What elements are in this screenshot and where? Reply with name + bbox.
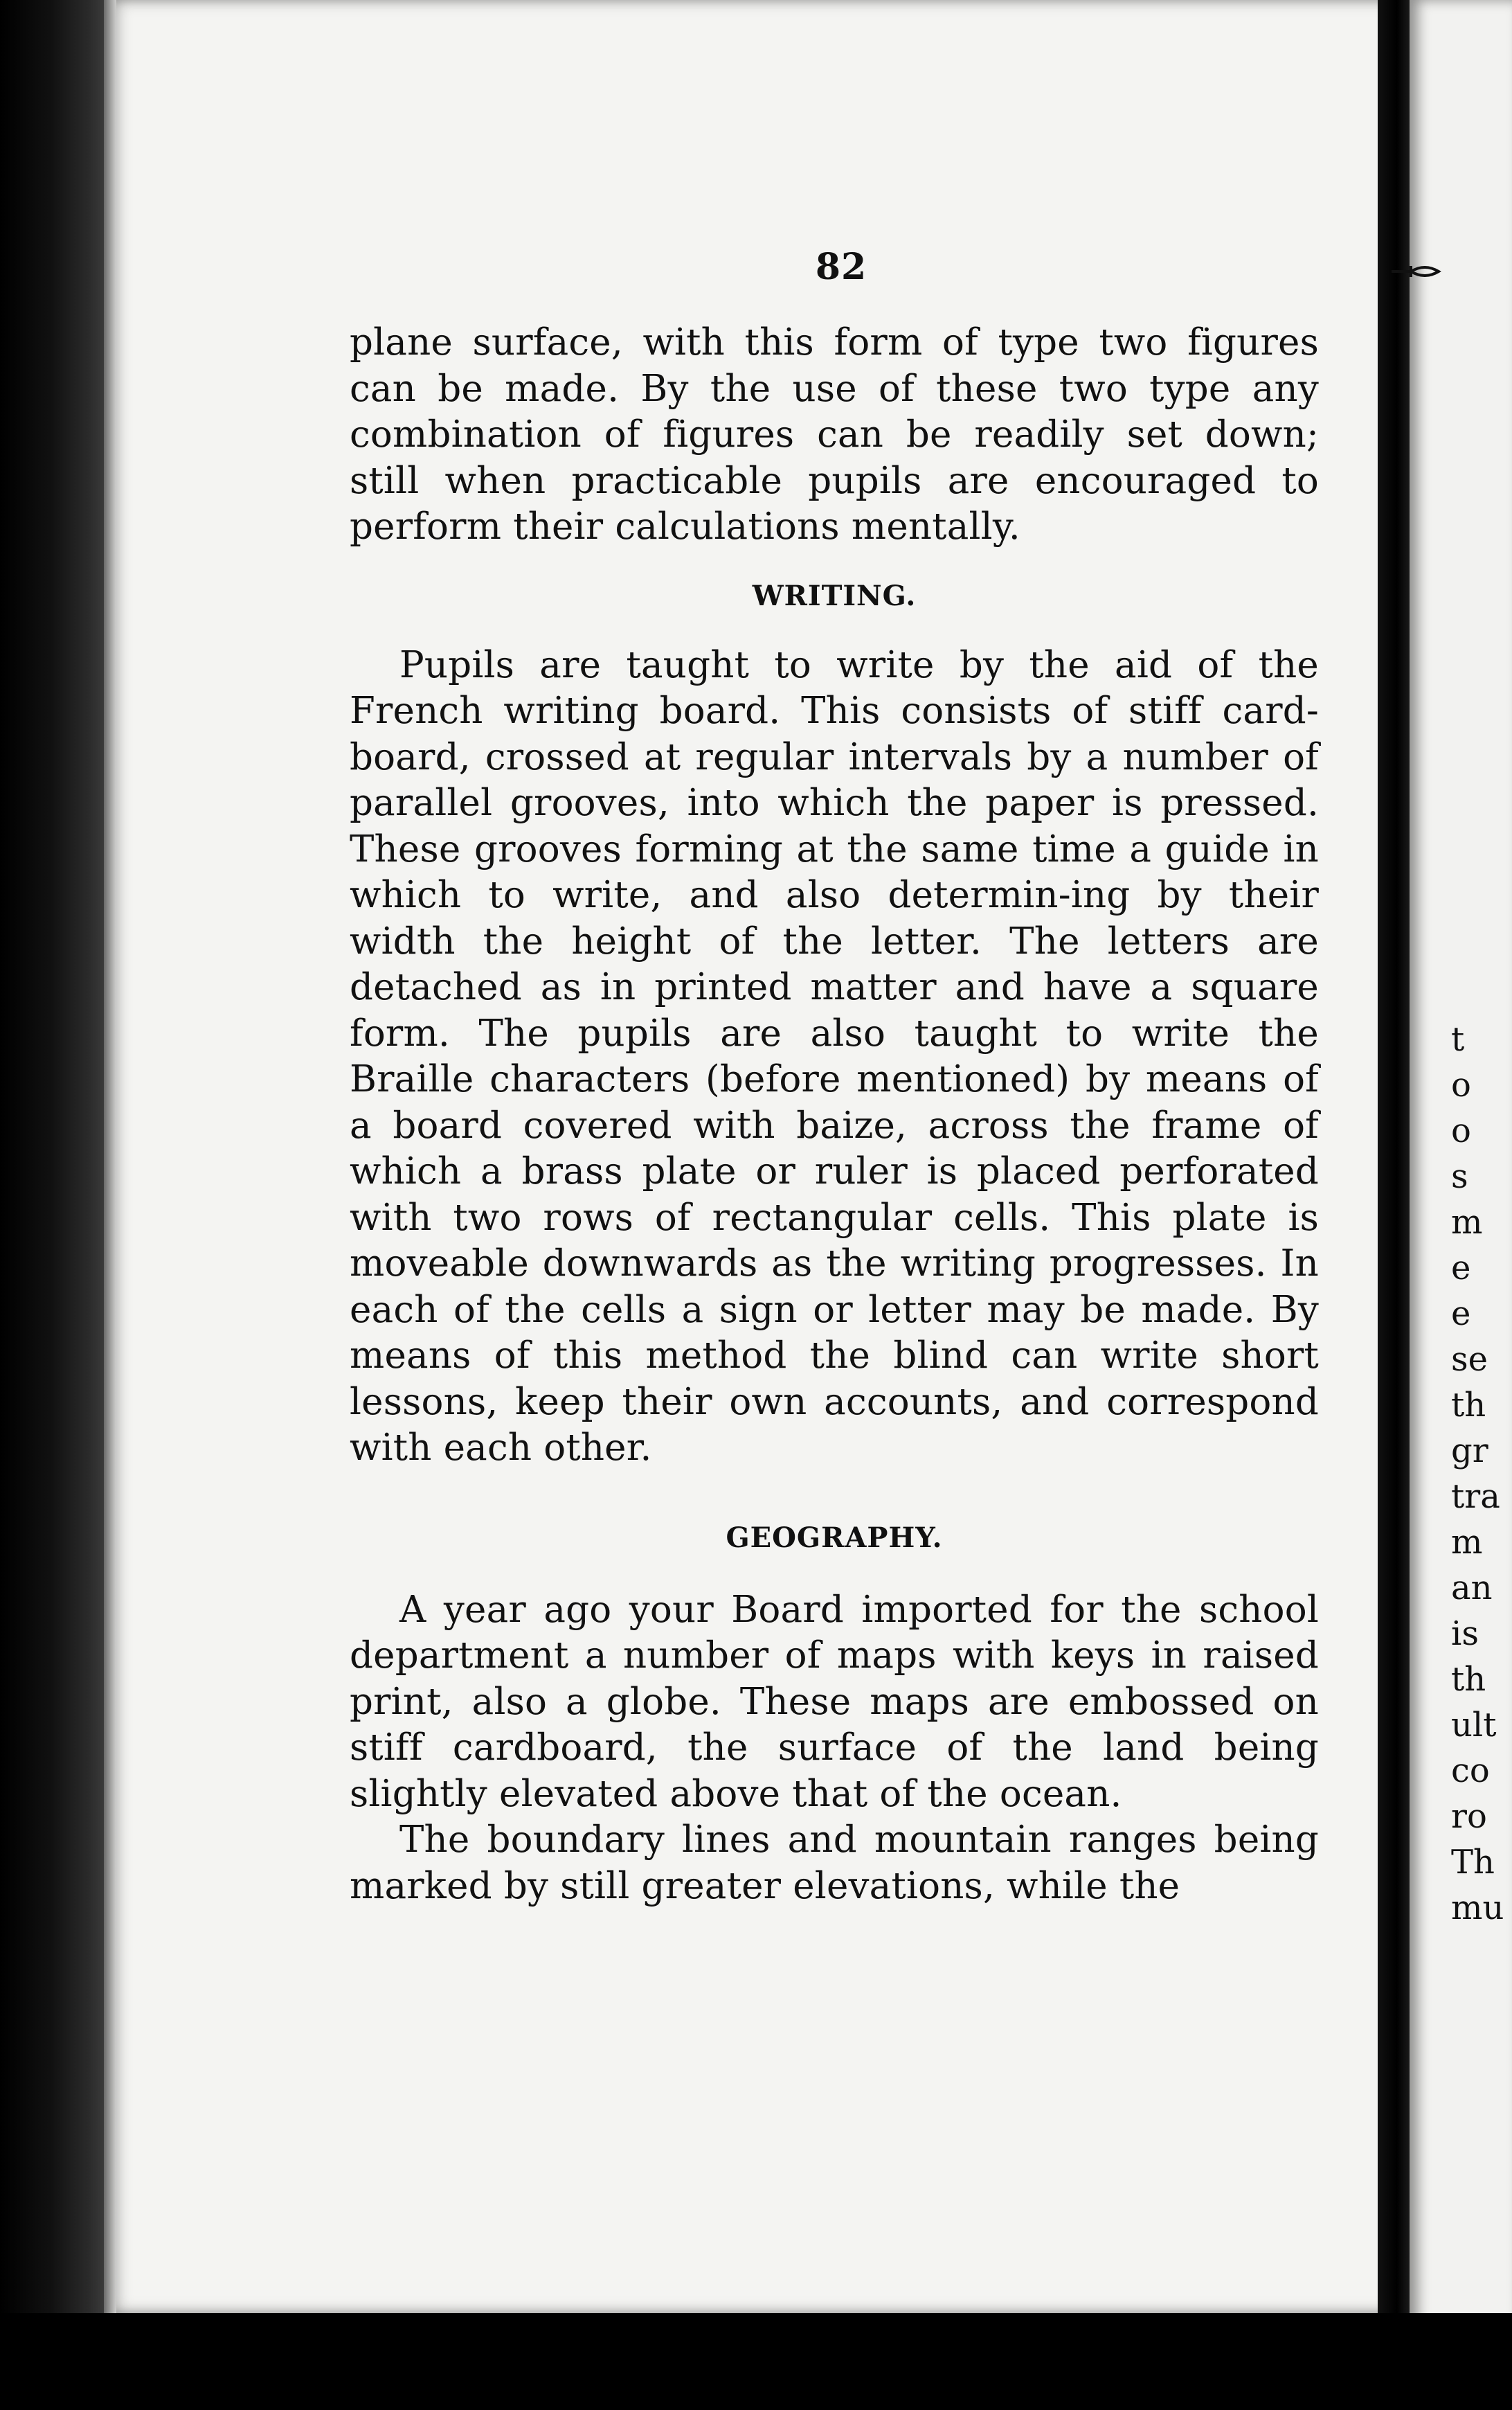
facing-line-fragment: o	[1451, 1112, 1471, 1150]
facing-line-fragment: t	[1451, 1020, 1465, 1059]
facing-line-fragment: th	[1451, 1386, 1486, 1425]
facing-line-fragment: m	[1451, 1523, 1483, 1562]
book-binding	[0, 0, 104, 2410]
geography-paragraph-1: A year ago your Board imported for the school department a number of maps with keys in raised print, also a globe. These maps are embossed on stiff cardboard, the surface of the land being slightly elevated above that of the ocean.	[350, 1588, 1319, 1815]
intro-paragraph: plane surface, with this form of type two figures can be made. By the use of these two type any combination of figures can be readily set down; still when practicable pupils are encouraged to perform their calculations mentally.	[350, 321, 1319, 548]
facing-line-fragment: mu	[1451, 1889, 1504, 1927]
facing-line-fragment: m	[1451, 1203, 1483, 1242]
facing-page-text	[1451, 1017, 1504, 1931]
facing-line-fragment: se	[1451, 1340, 1488, 1379]
geography-paragraph-2: The boundary lines and mountain ranges being marked by still greater elevations, while the	[350, 1819, 1319, 1907]
facing-line-fragment: ro	[1451, 1797, 1487, 1836]
facing-line-fragment: gr	[1451, 1431, 1488, 1470]
facing-line-fragment: Th	[1451, 1843, 1495, 1882]
facing-line-fragment: co	[1451, 1751, 1490, 1790]
facing-line-fragment: o	[1451, 1066, 1471, 1105]
facing-line-fragment: ult	[1451, 1706, 1497, 1744]
facing-line-fragment: th	[1451, 1660, 1486, 1699]
geography-heading: GEOGRAPHY.	[726, 1521, 943, 1554]
writing-heading: WRITING.	[752, 579, 917, 612]
facing-line-fragment: s	[1451, 1157, 1468, 1196]
facing-line-fragment: an	[1451, 1569, 1493, 1607]
page-gutter	[1378, 0, 1410, 2410]
facing-line-fragment: is	[1451, 1614, 1479, 1653]
facing-line-fragment: tra	[1451, 1477, 1500, 1516]
writing-paragraph: Pupils are taught to write by the aid of the French writing board. This consists of stiff card-board, crossed at regular intervals by a number of parallel grooves, into which the paper is pressed. These grooves forming at the same time a guide in which to write, and also determin-ing by their width the height of the letter. The letters are detached as in printed matter and have a square form. The pupils are also taught to write the Braille characters (before mentioned) by means of a board covered with baize, across the frame of which a brass plate or ruler is placed perforated with two rows of rectangular cells. This plate is moveable downwards as the writing progresses. In each of the cells a sign or letter may be made. By means of this method the blind can write short lessons, keep their own accounts, and correspond with each other.	[350, 643, 1319, 1469]
bottom-edge	[0, 2313, 1512, 2410]
binding-clip-icon	[1390, 258, 1446, 285]
page-edge-shadow	[104, 0, 116, 2313]
page-text-body	[350, 246, 1319, 1909]
page-number: 82	[815, 246, 867, 288]
facing-line-fragment: e	[1451, 1294, 1471, 1333]
facing-line-fragment: e	[1451, 1249, 1471, 1287]
